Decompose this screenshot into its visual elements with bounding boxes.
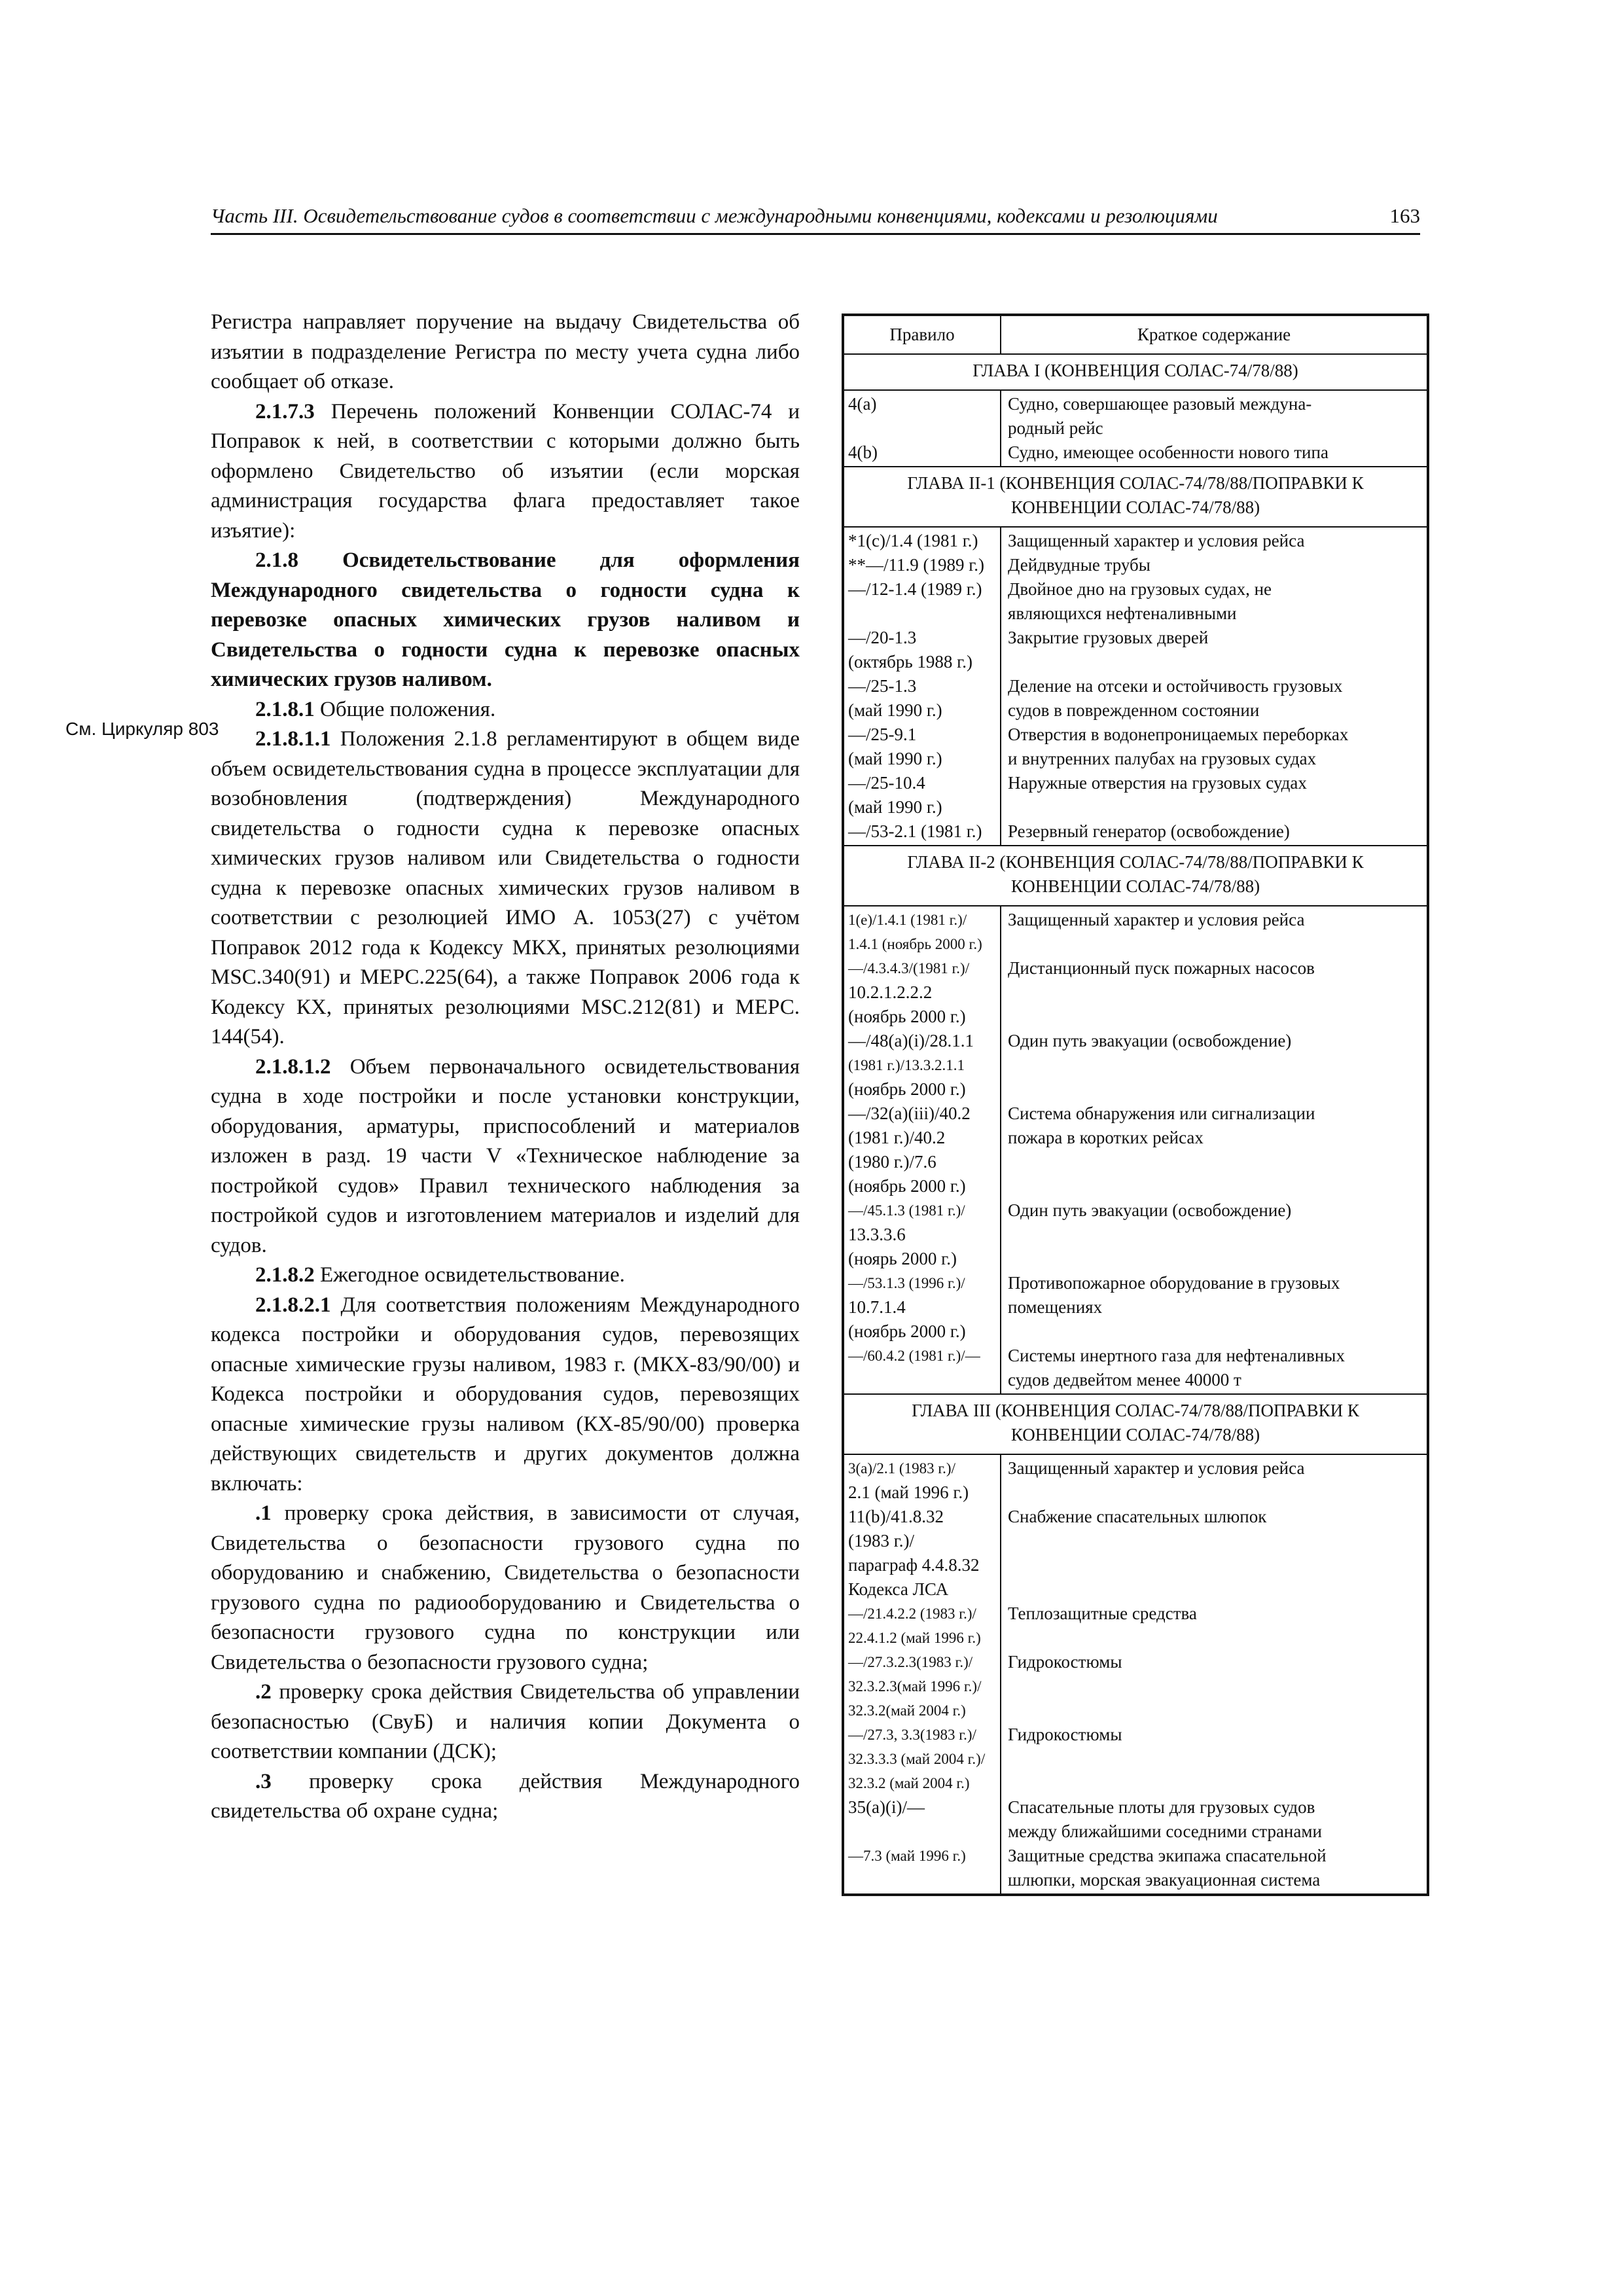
- table-cell-line: [848, 1868, 996, 1892]
- table-cell-line: [1008, 1480, 1420, 1505]
- table-cell-line: [1008, 1223, 1420, 1247]
- table-cell-line: Теплозащитные средства: [1008, 1604, 1197, 1623]
- list-item-text: проверку срока действия, в зависимости от случая, Свидетельства о безопасности грузового судна по оборудованию и снабжению, Свидетельства о безопасности грузового судна по радиооборудованию и Свидетельства о безопасности грузового судна по конструкции или Свидетельства о безопасности грузового судна;: [211, 1501, 800, 1674]
- table-cell-line: Один путь эвакуации (освобождение): [1008, 1200, 1292, 1220]
- table-cell-line: (1981 г.)/40.2: [848, 1128, 946, 1147]
- table-cell-line: Кодекса ЛСА: [848, 1579, 949, 1599]
- table-cell-line: [1008, 1174, 1420, 1198]
- column-header-description: Краткое содержание: [1137, 325, 1291, 344]
- table-cell-line: Защищенный характер и условия рейса: [1008, 1458, 1305, 1478]
- table-cell-line: [1008, 1577, 1420, 1602]
- list-number: .1: [255, 1501, 272, 1525]
- table-cell-line: Дейдвудные трубы: [1008, 555, 1150, 575]
- description-cells: [1001, 906, 1427, 1393]
- table-cell-line: Защищенный характер и условия рейса: [1008, 531, 1305, 550]
- table-cell-line: 1(e)/1.4.1 (1981 г.)/: [848, 912, 967, 928]
- table-cell-line: 32.3.2(май 2004 г.): [848, 1702, 966, 1719]
- table-cell-line: —/12-1.4 (1989 г.): [848, 579, 982, 599]
- clause-number: 2.1.8.2.1: [255, 1293, 331, 1317]
- paragraph-text: Положения 2.1.8 регламентируют в общем виде объем освидетельствования судна в процессе эксплуатации для возобновления (подтверждения) Международного свидетельства о годности судна к перевозке опасных химических грузов наливом или Свидетельства о годности судна к перевозке опасных химических грузов наливом в соответствии с резолюцией ИМО А. 1053(27) с учётом Поправок 2012 года к Кодексу МКХ, принятых резолюциями MSC.340(91) и МЕРС.225(64), а также Поправок 2006 года к Кодексу КХ, принятых резолюциями MSC.212(81) и МЕРС. 144(54).: [211, 727, 800, 1049]
- table-cell-line: (октябрь 1988 г.): [848, 652, 972, 672]
- table-cell-line: 4(a): [848, 394, 877, 414]
- table-cell-line: 32.3.2.3(май 1996 г.)/: [848, 1678, 982, 1695]
- paragraph-text: Объем первоначального освидетельствования судна в ходе постройки и после установки конструкции, оборудования, арматуры, приспособлений и материалов изложен в разд. 19 части V «Техническое наблюдение за постройкой судов» Правил технического наблюдения за постройкой судов и изготовлением материалов и изделий для судов.: [211, 1054, 800, 1257]
- table-cell-line: Система обнаружения или сигнализации: [1008, 1103, 1315, 1123]
- table-cell-line: параграф 4.4.8.32: [848, 1555, 980, 1575]
- clause-number: 2.1.8.2: [255, 1263, 315, 1287]
- table-cell-line: (ноябрь 2000 г.): [848, 1007, 966, 1026]
- table-cell-line: **—/11.9 (1989 г.): [848, 555, 985, 575]
- table-cell-line: пожара в коротких рейсах: [1008, 1128, 1204, 1147]
- rule-cells: [844, 906, 1001, 1393]
- table-cell-line: судов в поврежденном состоянии: [1008, 700, 1260, 720]
- table-cell-line: (май 1990 г.): [848, 797, 942, 817]
- table-cell-line: помещениях: [1008, 1297, 1103, 1317]
- table-cell-line: —/53-2.1 (1981 г.): [848, 821, 982, 841]
- table-cell-line: между ближайшими соседними странами: [1008, 1821, 1322, 1841]
- table-cell-line: Гидрокостюмы: [1008, 1652, 1122, 1672]
- clause-number: 2.1.8.1.2: [255, 1054, 331, 1079]
- table-cell-line: 32.3.3.3 (май 2004 г.)/: [848, 1751, 986, 1767]
- paragraph: [211, 1291, 800, 1499]
- list-item-text: проверку срока действия Международного свидетельства об охране судна;: [211, 1769, 800, 1823]
- table-cell-line: 10.7.1.4: [848, 1297, 906, 1317]
- table-cell-line: —/53.1.3 (1996 г.)/: [848, 1275, 965, 1291]
- section-heading: 2.1.8 Освидетельствование для оформления Международного свидетельства о годности судна к перевозке опасных химических грузов наливом и Свидетельства о годности судна к перевозке опасных химических грузов наливом.: [211, 548, 800, 691]
- table-cell-line: (1983 г.)/: [848, 1531, 915, 1551]
- list-number: .3: [255, 1769, 272, 1793]
- page-number: 163: [1389, 204, 1420, 227]
- table-cell-line: [1008, 795, 1420, 819]
- paragraph-text: Ежегодное освидетельствование.: [314, 1263, 625, 1287]
- table-cell-line: Закрытие грузовых дверей: [1008, 628, 1209, 647]
- table-cell-line: являющихся нефтеналивными: [1008, 603, 1237, 623]
- table-cell-line: (ноябрь 2000 г.): [848, 1079, 966, 1099]
- table-cell-line: [1008, 980, 1420, 1005]
- table-cell-line: *1(c)/1.4 (1981 г.): [848, 531, 978, 550]
- table-cell-line: [1008, 1005, 1420, 1029]
- table-cell-line: [1008, 1247, 1420, 1271]
- table-cell-line: (май 1990 г.): [848, 749, 942, 768]
- table-cell-line: шлюпки, морская эвакуационная система: [1008, 1870, 1321, 1890]
- table-cell-line: Судно, имеющее особенности нового типа: [1008, 442, 1329, 462]
- table-cell-line: Судно, совершающее разовый междуна-: [1008, 394, 1312, 414]
- table-cell-line: (ноябрь 2000 г.): [848, 1321, 966, 1341]
- table-cell-line: 1.4.1 (ноябрь 2000 г.): [848, 936, 982, 952]
- table-cell-line: —/48(a)(i)/28.1.1: [848, 1031, 974, 1050]
- table-cell-line: судов дедвейтом менее 40000 т: [1008, 1370, 1241, 1390]
- table-cell-line: [1008, 1319, 1420, 1344]
- table-cell-line: [1008, 1053, 1420, 1077]
- table-cell-line: Спасательные плоты для грузовых судов: [1008, 1797, 1315, 1817]
- table-cell-line: [848, 601, 996, 626]
- table-cell-line: Противопожарное оборудование в грузовых: [1008, 1273, 1340, 1293]
- paragraph: [211, 725, 800, 1052]
- chapter-entries: [844, 1454, 1427, 1893]
- table-cell-line: —/20-1.3: [848, 628, 917, 647]
- table-cell-line: [848, 1820, 996, 1844]
- table-cell-line: 2.1 (май 1996 г.): [848, 1482, 969, 1502]
- rule-cells: [844, 1455, 1001, 1893]
- table-cell-line: и внутренних палубах на грузовых судах: [1008, 749, 1317, 768]
- paragraph: Регистра направляет поручение на выдачу Свидетельства об изъятии в подразделение Регистра по месту учета судна либо сообщает об отказе.: [211, 310, 800, 393]
- paragraph: [211, 1261, 800, 1291]
- running-header: [211, 204, 1420, 235]
- column-header-rule: Правило: [844, 316, 1001, 353]
- table-cell-line: Защитные средства экипажа спасательной: [1008, 1846, 1327, 1865]
- table-cell-line: Деление на отсеки и остойчивость грузовых: [1008, 676, 1343, 696]
- table-cell-line: родный рейс: [1008, 418, 1103, 438]
- table-cell-line: 13.3.3.6: [848, 1225, 906, 1244]
- table-cell-line: 10.2.1.2.2.2: [848, 982, 933, 1002]
- clause-number: 2.1.7.3: [255, 399, 315, 423]
- table-cell-line: [1008, 1698, 1420, 1723]
- chapter-heading: ГЛАВА III (КОНВЕНЦИЯ СОЛАС-74/78/88/ПОПРАВКИ К КОНВЕНЦИИ СОЛАС-74/78/88): [844, 1393, 1427, 1454]
- table-cell-line: [1008, 1077, 1420, 1102]
- clause-number: 2.1.8.1.1: [255, 727, 331, 751]
- table-cell-line: Отверстия в водонепроницаемых переборках: [1008, 725, 1349, 744]
- table-header-row: [844, 316, 1427, 353]
- table-cell-line: Двойное дно на грузовых судах, не: [1008, 579, 1272, 599]
- table-cell-line: —/21.4.2.2 (1983 г.)/: [848, 1605, 976, 1622]
- table-cell-line: Снабжение спасательных шлюпок: [1008, 1507, 1267, 1526]
- table-cell-line: [1008, 1626, 1420, 1650]
- paragraph: [211, 695, 800, 725]
- table-cell-line: (1980 г.)/7.6: [848, 1152, 936, 1172]
- rule-cells: [844, 528, 1001, 845]
- paragraph: [211, 397, 800, 547]
- table-cell-line: [1008, 1529, 1420, 1553]
- table-cell-line: [1008, 650, 1420, 674]
- table-cell-line: 35(a)(i)/—: [848, 1797, 925, 1817]
- table-cell-line: [1008, 1771, 1420, 1795]
- list-item: [211, 1677, 800, 1767]
- table-cell-line: [1008, 1150, 1420, 1174]
- description-cells: [1001, 391, 1427, 466]
- table-cell-line: 32.3.2 (май 2004 г.): [848, 1775, 970, 1791]
- table-cell-line: —/25-9.1: [848, 725, 917, 744]
- chapter-entries: [844, 389, 1427, 466]
- table-cell-line: —/27.3, 3.3(1983 г.)/: [848, 1727, 976, 1743]
- table-cell-line: Дистанционный пуск пожарных насосов: [1008, 958, 1315, 978]
- table-cell-line: —/27.3.2.3(1983 г.)/: [848, 1654, 973, 1670]
- table-cell-line: [848, 416, 996, 440]
- table-cell-line: —/25-1.3: [848, 676, 917, 696]
- table-cell-line: [1008, 932, 1420, 956]
- table-cell-line: —/60.4.2 (1981 г.)/—: [848, 1348, 980, 1364]
- table-cell-line: [848, 1368, 996, 1392]
- rule-cells: [844, 391, 1001, 466]
- table-cell-line: —/45.1.3 (1981 г.)/: [848, 1202, 965, 1219]
- table-cell-line: [1008, 1674, 1420, 1698]
- chapter-heading: ГЛАВА II-2 (КОНВЕНЦИЯ СОЛАС-74/78/88/ПОПРАВКИ К КОНВЕНЦИИ СОЛАС-74/78/88): [844, 845, 1427, 905]
- list-number: .2: [255, 1680, 272, 1704]
- description-cells: [1001, 528, 1427, 845]
- table-cell-line: (ноябрь 2000 г.): [848, 1176, 966, 1196]
- table-cell-line: (1981 г.)/13.3.2.1.1: [848, 1057, 965, 1073]
- paragraph-text: Общие положения.: [314, 697, 496, 721]
- table-cell-line: 11(b)/41.8.32: [848, 1507, 944, 1526]
- list-item: [211, 1499, 800, 1677]
- chapter-entries: [844, 905, 1427, 1393]
- paragraph-text: Перечень положений Конвенции СОЛАС-74 и Поправок к ней, в соответствии с которыми должно быть оформлено Свидетельство об изъятии (если морская администрация государства флага предоставляет такое изъятие):: [211, 399, 800, 543]
- margin-note: См. Циркуляр 803: [65, 719, 219, 739]
- paragraph-text: Для соответствия положениям Международного кодекса постройки и оборудования судов, перевозящих опасные химические грузы наливом, 1983 г. (МКХ-83/90/00) и Кодекса постройки и оборудования судов, перевозящих опасные химические грузы наливом (КХ-85/90/00) проверка действующих свидетельств и других документов должна включать:: [211, 1293, 800, 1496]
- table-cell-line: [1008, 1553, 1420, 1577]
- table-cell-line: Резервный генератор (освобождение): [1008, 821, 1290, 841]
- table-cell-line: Наружные отверстия на грузовых судах: [1008, 773, 1307, 793]
- table-cell-line: Гидрокостюмы: [1008, 1725, 1122, 1744]
- chapter-heading: ГЛАВА II-1 (КОНВЕНЦИЯ СОЛАС-74/78/88/ПОПРАВКИ К КОНВЕНЦИИ СОЛАС-74/78/88): [844, 466, 1427, 526]
- table-cell-line: 4(b): [848, 442, 878, 462]
- running-header-title: Часть III. Освидетельствование судов в соответствии с международными конвенциями, кодексами и резолюциями: [211, 204, 1218, 227]
- left-column: [211, 308, 800, 1827]
- table-cell-line: Защищенный характер и условия рейса: [1008, 910, 1305, 929]
- chapter-entries: [844, 526, 1427, 845]
- table-cell-line: 22.4.1.2 (май 1996 г.): [848, 1630, 981, 1646]
- chapter-heading: ГЛАВА I (КОНВЕНЦИЯ СОЛАС-74/78/88): [844, 353, 1427, 389]
- table-cell-line: (ноярь 2000 г.): [848, 1249, 957, 1268]
- table-cell-line: —/25-10.4: [848, 773, 925, 793]
- table-cell-line: (май 1990 г.): [848, 700, 942, 720]
- table-cell-line: —7.3 (май 1996 г.): [848, 1848, 966, 1864]
- table-cell-line: 3(a)/2.1 (1983 г.)/: [848, 1460, 955, 1477]
- table-cell-line: —/4.3.4.3/(1981 г.)/: [848, 960, 970, 977]
- list-item: [211, 1767, 800, 1827]
- clause-number: 2.1.8.1: [255, 697, 315, 721]
- table-cell-line: —/32(a)(iii)/40.2: [848, 1103, 971, 1123]
- paragraph: [211, 1052, 800, 1261]
- table-cell-line: Один путь эвакуации (освобождение): [1008, 1031, 1292, 1050]
- table-cell-line: Системы инертного газа для нефтеналивных: [1008, 1346, 1345, 1365]
- table-cell-line: [1008, 1747, 1420, 1771]
- list-item-text: проверку срока действия Свидетельства об управлении безопасностью (СвуБ) и наличия копии Документа о соответствии компании (ДСК);: [211, 1680, 800, 1763]
- rules-table: [842, 314, 1429, 1896]
- description-cells: [1001, 1455, 1427, 1893]
